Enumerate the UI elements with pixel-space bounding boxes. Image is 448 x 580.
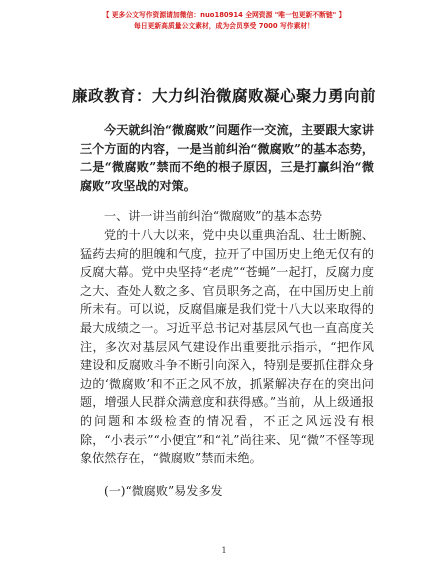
promo-banner-line-2: 每日更新高质量公文素材，成为会员享受 7000 写作素材！ bbox=[134, 22, 314, 30]
subsection-heading: (一)“微腐败”易发多发 bbox=[104, 483, 223, 498]
promo-banner-line-1: 【 更多公文写作资源请加微信：nuo180914 全网资源 "唯一包更新不断链" 】 bbox=[102, 11, 346, 19]
promo-banner bbox=[0, 10, 448, 32]
page-number: 1 bbox=[221, 546, 227, 555]
body-paragraph: 党的十八大以来，党中央以重典治乱、壮士断腕、猛药去疴的胆魄和气度，拉开了中国历史上绝无仅有的反腐大幕。党中央坚持“老虎”“苍蝇”一起打，反腐力度之大、查处人数之多、官员职务之高，在中国历史上前所未有。可以说，反腐倡廉是我们党十八大以来取得的最大成绩之一。习近平总书记对基层风气也一直高度关注，多次对基层风气建设作出重要批示指示，“把作风建设和反腐败斗争不断引向深入，特别是要抓住群众身边的‘微腐败’和不正之风不放，抓紧解决存在的突出问题，增强人民群众满意度和获得感。”当前，从上级通报的问题和本级检查的情况看，不正之风远没有根除，“小表示”“小便宜”和“礼”尚往来、见“微”不怪等现象依然存在，“微腐败”禁而未绝。 bbox=[80, 227, 374, 466]
intro-paragraph: 今天就纠治“微腐败”问题作一交流，主要跟大家讲三个方面的内容，一是当前纠治“微腐败”的基本态势，二是“微腐败”禁而不绝的根子原因，三是打赢纠治“微腐败”攻坚战的对策。 bbox=[80, 123, 374, 193]
document-body bbox=[80, 121, 374, 500]
section-heading: 一、讲一讲当前纠治“微腐败”的基本态势 bbox=[104, 209, 322, 224]
document-title: 廉政教育：大力纠治微腐败凝心聚力勇向前 bbox=[71, 87, 376, 105]
